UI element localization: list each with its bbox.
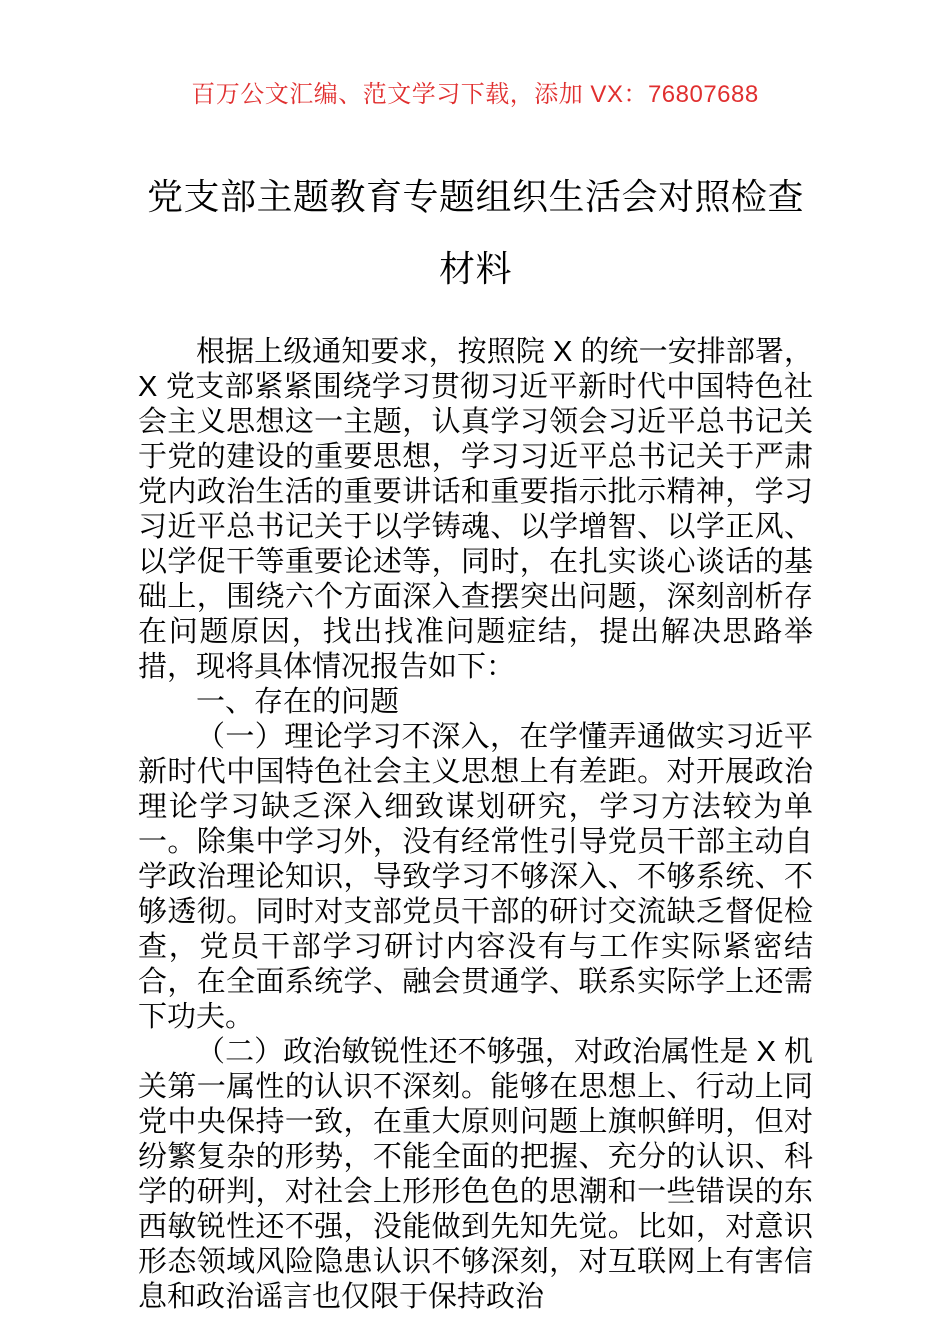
document-body <box>138 335 813 1315</box>
paragraph-problem-1-theory-study: （一）理论学习不深入，在学懂弄通做实习近平新时代中国特色社会主义思想上有差距。对开展政治理论学习缺乏深入细致谋划研究，学习方法较为单一。除集中学习外，没有经常性引导党员干部主动自学政治理论知识，导致学习不够深入、不够系统、不够透彻。同时对支部党员干部的研讨交流缺乏督促检查，党员干部学习研讨内容没有与工作实际紧密结合，在全面系统学、融会贯通学、联系实际学上还需下功夫。 <box>138 721 813 1033</box>
paragraph-intro: 根据上级通知要求，按照院 X 的统一安排部署，X 党支部紧紧围绕学习贯彻习近平新时代中国特色社会主义思想这一主题，认真学习领会习近平总书记关于党的建设的重要思想，学习习近平总书记关于严肃党内政治生活的重要讲话和重要指示批示精神，学习习近平总书记关于以学铸魂、以学增智、以学正风、以学促干等重要论述等，同时，在扎实谈心谈话的基础上，围绕六个方面深入查摆突出问题，深刻剖析存在问题原因，找出找准问题症结，提出解决思路举措，现将具体情况报告如下： <box>138 336 813 683</box>
section-heading-existing-problems: 一、存在的问题 <box>196 686 400 718</box>
promo-banner-text: 百万公文汇编、范文学习下载，添加 VX：76807688 <box>191 81 759 108</box>
document-title: 党支部主题教育专题组织生活会对照检查材料 <box>146 176 804 289</box>
paragraph-problem-2-political-acuity: （二）政治敏锐性还不够强，对政治属性是 X 机关第一属性的认识不深刻。能够在思想上、行动上同党中央保持一致，在重大原则问题上旗帜鲜明，但对纷繁复杂的形势，不能全面的把握、充分的认识、科学的研判，对社会上形形色色的思潮和一些错误的东西敏锐性还不强，没能做到先知先觉。比如，对意识形态领域风险隐患认识不够深刻，对互联网上有害信息和政治谣言也仅限于保持政治 <box>138 1036 813 1313</box>
